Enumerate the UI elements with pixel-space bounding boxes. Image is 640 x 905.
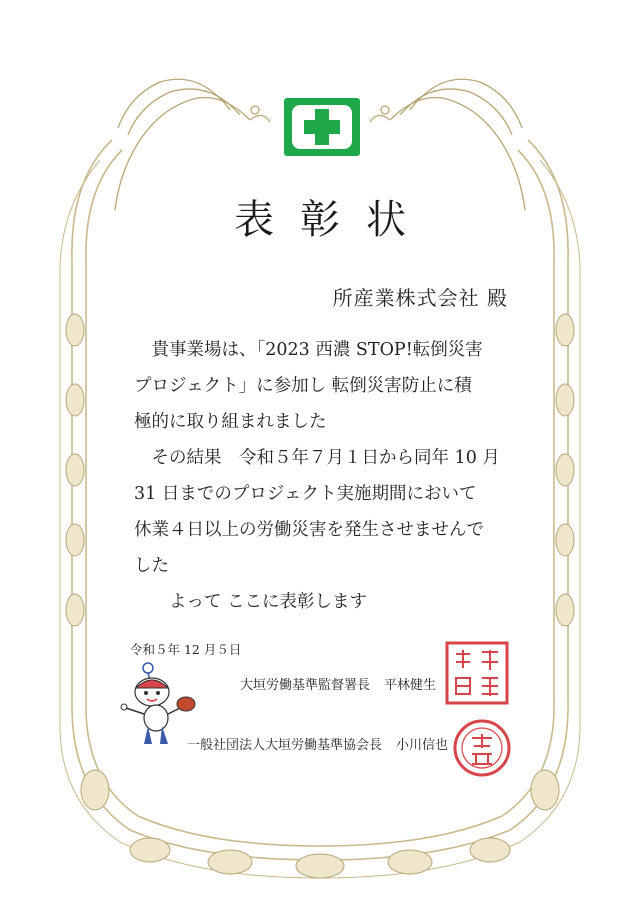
body-line: その結果 令和５年７月１日から同年 10 月 — [134, 448, 500, 468]
association-seal-icon — [452, 718, 512, 778]
signatory-1-title: 大垣労働基準監督署長 — [240, 678, 371, 693]
body-line: 極的に取り組まれました — [134, 412, 327, 432]
issue-date: 令和５年 12 月５日 — [130, 642, 242, 657]
official-seal-icon — [444, 640, 510, 706]
signatory-2-name: 小川信也 — [396, 738, 449, 753]
body-line: した — [134, 556, 169, 576]
mascot-icon — [118, 660, 198, 750]
recipient-name: 所産業株式会社 殿 — [332, 286, 508, 310]
safety-cross-logo-icon — [284, 98, 360, 156]
signatory-1-name: 平林健生 — [384, 678, 437, 693]
body-line: 貴事業場は、「2023 西濃 STOP!転倒災害 — [134, 340, 483, 360]
signatory-1 — [240, 674, 436, 693]
body-line: 休業４日以上の労働災害を発生させませんで — [134, 520, 484, 540]
certificate-title: 表彰状 — [234, 197, 432, 243]
body-line: 31 日までのプロジェクト実施期間において — [134, 484, 477, 504]
body-line: プロジェクト」に参加し 転倒災害防止に積 — [134, 376, 472, 396]
body-line: よって ここに表彰します — [134, 592, 368, 612]
certificate-body — [134, 332, 534, 620]
signatory-2-title: 一般社団法人大垣労働基準協会長 — [187, 738, 383, 753]
signatory-2 — [187, 734, 448, 753]
